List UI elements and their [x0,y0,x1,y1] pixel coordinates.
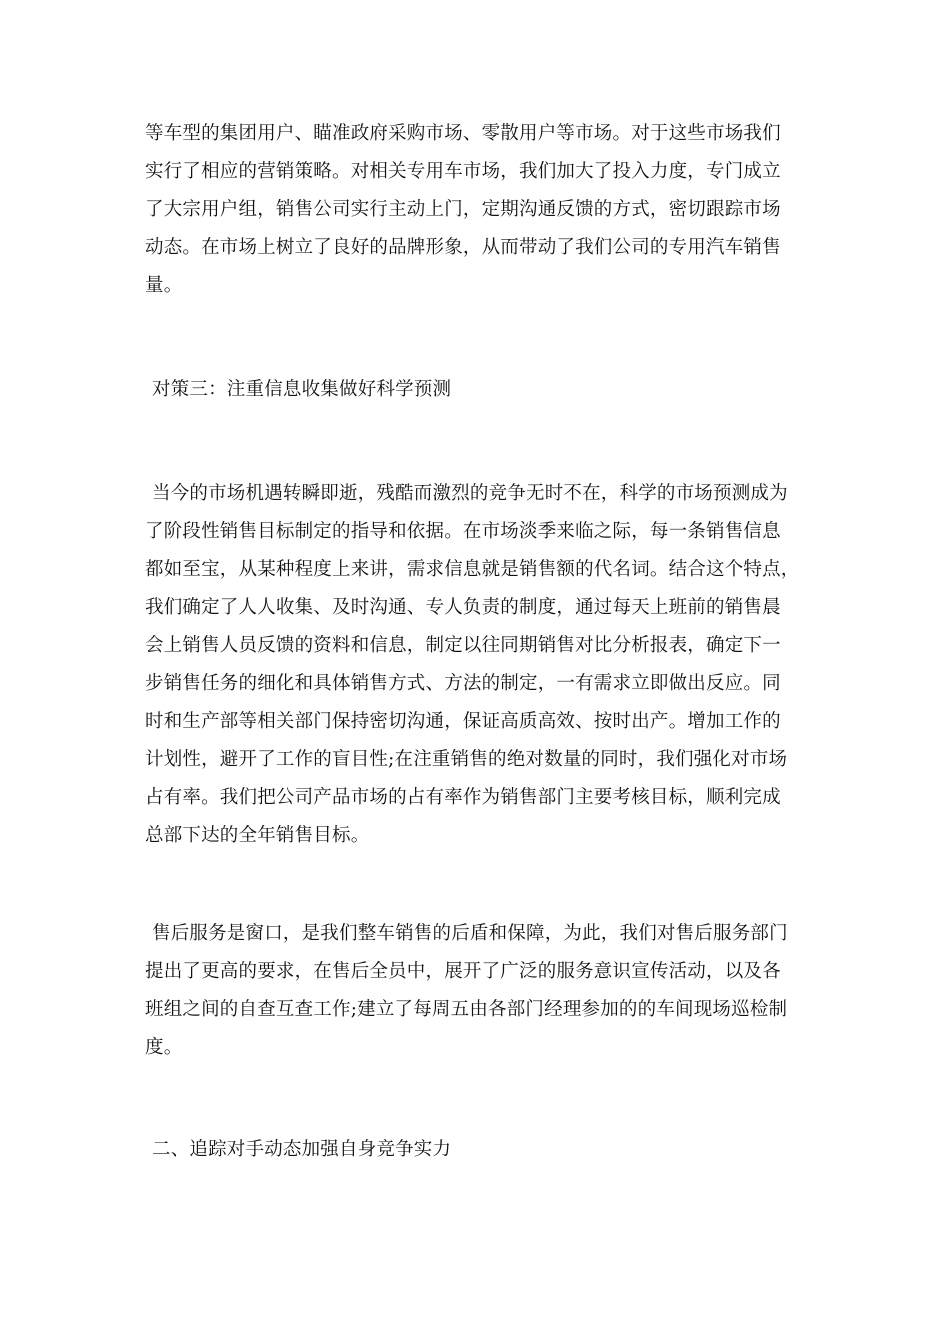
paragraph-2-line-6: 步销售任务的细化和具体销售方式、方法的制定，一有需求立即做出反应。同 [145,673,781,694]
paragraph-2-line-3: 都如至宝，从某种程度上来讲，需求信息就是销售额的代名词。结合这个特点， [145,559,800,580]
paragraph-1-line-2: 实行了相应的营销策略。对相关专用车市场，我们加大了投入力度，专门成立 [145,161,781,182]
paragraph-2-line-9: 占有率。我们把公司产品市场的占有率作为销售部门主要考核目标，顺利完成 [145,787,781,808]
paragraph-1-line-3: 了大宗用户组，销售公司实行主动上门，定期沟通反馈的方式，密切跟踪市场 [145,199,781,220]
section-heading-strategy-3: 对策三：注重信息收集做好科学预测 [152,379,452,400]
paragraph-2-line-7: 时和生产部等相关部门保持密切沟通，保证高质高效、按时出产。增加工作的 [145,711,781,732]
paragraph-2-line-8: 计划性，避开了工作的盲目性;在注重销售的绝对数量的同时，我们强化对市场 [145,749,788,770]
paragraph-3-line-2: 提出了更高的要求，在售后全员中，展开了广泛的服务意识宣传活动，以及各 [145,961,781,982]
paragraph-1-line-5: 量。 [145,275,183,296]
paragraph-2-line-1: 当今的市场机遇转瞬即逝，残酷而激烈的竞争无时不在，科学的市场预测成为 [152,483,788,504]
paragraph-2-line-10: 总部下达的全年销售目标。 [145,825,370,846]
paragraph-2-line-5: 会上销售人员反馈的资料和信息，制定以往同期销售对比分析报表，确定下一 [145,635,781,656]
paragraph-2-line-4: 我们确定了人人收集、及时沟通、专人负责的制度，通过每天上班前的销售晨 [145,597,781,618]
paragraph-3-line-1: 售后服务是窗口，是我们整车销售的后盾和保障，为此，我们对售后服务部门 [152,923,788,944]
paragraph-3-line-4: 度。 [145,1037,183,1058]
paragraph-3-line-3: 班组之间的自查互查工作;建立了每周五由各部门经理参加的的车间现场巡检制 [145,999,788,1020]
section-heading-2: 二、追踪对手动态加强自身竞争实力 [152,1139,452,1160]
paragraph-1-line-1: 等车型的集团用户、瞄准政府采购市场、零散用户等市场。对于这些市场我们 [145,123,781,144]
paragraph-1-line-4: 动态。在市场上树立了良好的品牌形象，从而带动了我们公司的专用汽车销售 [145,237,781,258]
paragraph-2-line-2: 了阶段性销售目标制定的指导和依据。在市场淡季来临之际，每一条销售信息 [145,521,781,542]
